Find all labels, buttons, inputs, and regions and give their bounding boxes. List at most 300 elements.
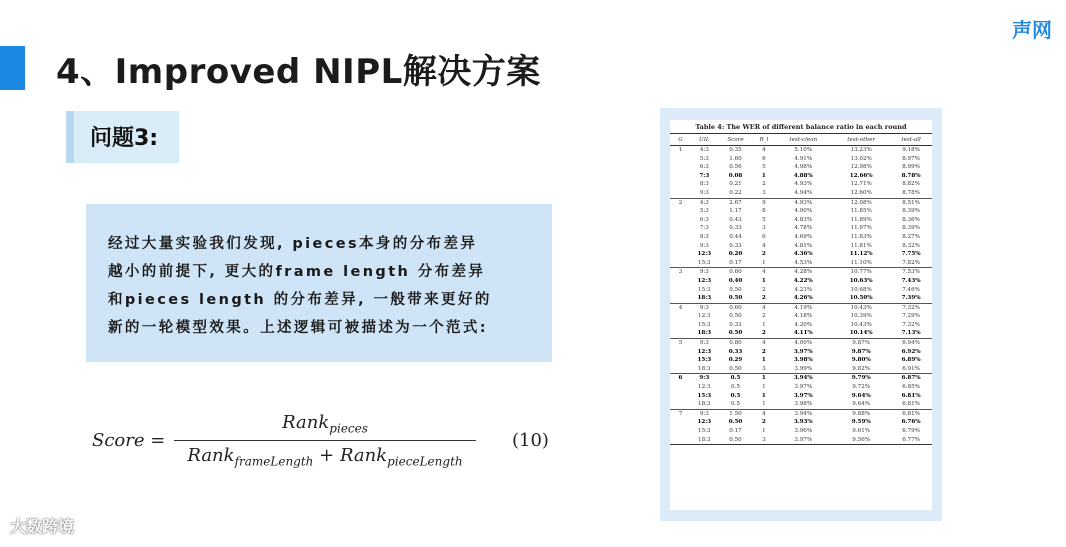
table-cell: 9 (753, 198, 774, 207)
denominator-subscript-2: pieceLength (387, 454, 463, 469)
table-row (670, 400, 932, 409)
table-cell: 12.66% (849, 172, 873, 179)
table-row (670, 207, 932, 216)
table-cell: 2 (762, 286, 766, 293)
table-cell (670, 392, 691, 401)
table-cell: 4 (762, 147, 766, 153)
table-cell: 6.77% (890, 436, 932, 445)
table-cell: 3 (762, 189, 766, 196)
table-cell: 7.13% (901, 330, 921, 337)
description-line: 新的一轮模型效果。上述逻辑可被描述为一个范式: (108, 320, 488, 336)
table-cell: 7.43% (901, 277, 921, 284)
table-row (670, 383, 932, 392)
table-cell: 0.50 (728, 419, 743, 426)
table-cell: 9.59% (851, 419, 871, 426)
table-cell: 0.50 (718, 436, 754, 445)
table-cell: 6.85% (902, 384, 920, 391)
table-cell: 1 (761, 392, 766, 399)
col-header: R_l (753, 134, 774, 146)
table-cell (670, 348, 691, 357)
table-cell: 0.17 (729, 259, 742, 266)
table-cell: 1 (762, 259, 766, 266)
table-cell: 9.61% (852, 428, 871, 434)
table-row (670, 216, 932, 225)
table-cell: 8 (762, 208, 766, 215)
table-cell: 4.81% (794, 242, 813, 249)
table-cell: 2 (761, 251, 766, 258)
table-cell: 1 (762, 384, 766, 391)
table-cell (670, 321, 691, 330)
table-cell: 2.67 (718, 198, 754, 207)
table-cell: 0.22 (729, 189, 742, 196)
table-cell (670, 356, 691, 365)
table-cell: 1 (678, 147, 683, 153)
table-cell: 10.68% (850, 286, 872, 293)
table-cell: 4 (753, 303, 774, 312)
table-cell: 10.14% (849, 330, 873, 337)
wer-table-paper (670, 120, 932, 510)
table-cell: 6.81% (901, 392, 921, 399)
table-cell: 1 (761, 172, 766, 179)
table-cell: 3 (762, 225, 766, 232)
table-row (670, 427, 932, 436)
table-cell: 1 (762, 401, 766, 408)
table-cell: 4.98% (794, 164, 813, 171)
table-cell: 0.21 (729, 181, 742, 188)
table-cell: 8.78% (901, 172, 921, 179)
table-cell: 10.63% (849, 277, 873, 284)
table-cell: 9:3 (691, 374, 718, 383)
table-cell: 7.53% (890, 268, 932, 277)
table-cell: 2 (762, 313, 766, 320)
table-cell: 18:3 (698, 365, 711, 372)
formula-lhs: Score = (92, 430, 166, 451)
table-cell: 0.50 (729, 313, 742, 320)
table-cell: 6:3 (699, 164, 709, 171)
table-cell: 2 (761, 330, 766, 337)
table-cell: 1.50 (718, 409, 754, 418)
table-cell: 9.56% (832, 436, 890, 445)
table-cell: 4.88% (793, 172, 813, 179)
description-box (86, 204, 552, 362)
table-cell (670, 180, 691, 189)
table-cell (670, 400, 691, 409)
table-cell: 5:3 (699, 155, 709, 162)
table-cell: 7:3 (699, 225, 709, 232)
wer-table-frame (660, 108, 942, 521)
table-cell: 8.99% (902, 164, 920, 171)
table-cell: 9.88% (832, 409, 890, 418)
formula-numerator (174, 410, 476, 436)
table-cell (670, 233, 691, 242)
table-cell: 15:3 (697, 392, 712, 399)
table-cell: 4.26% (793, 295, 813, 302)
table-cell: 6.87% (890, 374, 932, 383)
table-cell: 18:3 (697, 330, 712, 337)
table-cell: 4:3 (699, 147, 709, 153)
col-header: G (670, 134, 691, 146)
table-cell: 7:3 (699, 172, 710, 179)
table-cell: 4 (753, 339, 774, 348)
table-cell: 5:3 (699, 208, 709, 215)
table-cell: 0.50 (729, 286, 742, 293)
table-cell: 0.35 (729, 147, 742, 153)
description-line: 经过大量实验我们发现, pieces本身的分布差异 (108, 236, 478, 252)
table-cell: 3.97% (793, 348, 813, 355)
table-cell: 2 (761, 348, 766, 355)
table-cell (670, 286, 691, 295)
slide-title: 4、Improved NIPL解决方案 (56, 52, 541, 92)
table-row (670, 374, 932, 383)
table-cell: 9:3 (691, 339, 718, 348)
formula-fraction (174, 410, 476, 469)
table-cell: 4.36% (793, 251, 813, 258)
table-cell: 2 (761, 295, 766, 302)
table-row (670, 294, 932, 303)
table-cell: 4.11% (793, 330, 813, 337)
table-cell: 3 (753, 436, 774, 445)
denominator-subscript-1: frameLength (234, 454, 314, 469)
table-cell: 3.98% (793, 357, 813, 364)
table-cell: 9.64% (852, 401, 871, 408)
table-cell: 6 (670, 374, 691, 383)
table-cell: 15:3 (697, 357, 712, 364)
question-label-box (66, 111, 179, 163)
table-cell: 4 (753, 268, 774, 277)
table-cell (670, 277, 691, 286)
table-cell: 1 (761, 357, 766, 364)
table-cell: 8.32% (902, 242, 920, 249)
table-cell: 18:3 (691, 436, 718, 445)
table-cell: 0.33 (728, 348, 743, 355)
table-body (670, 146, 932, 445)
table-cell: 3.94% (774, 374, 832, 383)
table-cell: 1 (753, 374, 774, 383)
table-cell: 11.12% (849, 251, 873, 258)
table-cell: 1.17 (729, 208, 742, 215)
plus-sign: + (313, 445, 340, 466)
table-cell: 5 (670, 339, 691, 348)
description-line: 越小的前提下, 更大的frame length 分布差异 (108, 264, 486, 280)
table-cell: 12.60% (850, 189, 872, 196)
table-cell: 3.97% (793, 392, 813, 399)
table-row (670, 339, 932, 348)
col-header: Score (718, 134, 754, 146)
denominator-rank-1: Rank (187, 445, 235, 466)
table-cell: 9:3 (691, 268, 718, 277)
table-cell: 12:3 (697, 251, 712, 258)
table-row (670, 329, 932, 338)
table-cell: 7.39% (901, 295, 921, 302)
question-label: 问题3: (90, 126, 159, 151)
table-cell: 2 (670, 198, 691, 207)
table-cell: 4.69% (794, 233, 813, 240)
table-cell: 6.92% (901, 348, 921, 355)
table-cell: 4.93% (774, 198, 832, 207)
table-row (670, 155, 932, 164)
col-header: test-all (890, 134, 932, 146)
table-cell: 2 (762, 181, 766, 188)
table-cell: 1 (761, 277, 766, 284)
table-cell: 9.80% (851, 357, 871, 364)
table-cell: 3 (670, 268, 691, 277)
table-cell: 0.5 (718, 374, 754, 383)
table-cell: 7.32% (902, 321, 920, 328)
table-cell: 9.87% (851, 348, 871, 355)
table-row (670, 172, 932, 181)
table-cell: 8.97% (902, 155, 920, 162)
table-cell: 9:3 (691, 409, 718, 418)
table-cell: 4.28% (774, 268, 832, 277)
table-cell: 9:3 (699, 242, 709, 249)
numerator-subscript: pieces (329, 421, 368, 436)
table-row (670, 436, 932, 445)
table-cell: 9.87% (832, 339, 890, 348)
table-cell: 0.40 (728, 277, 743, 284)
table-cell: 0.60 (718, 268, 754, 277)
watermark: 大数跨境 (10, 517, 75, 536)
table-cell: 12:3 (697, 277, 712, 284)
table-cell: 0.5 (731, 401, 740, 408)
table-cell: 0.33 (729, 321, 742, 328)
table-cell: 0.50 (729, 365, 742, 372)
table-cell: 4.83% (794, 216, 813, 223)
title-accent-bar (0, 46, 25, 90)
table-cell: 5 (762, 164, 766, 171)
table-cell: 0.50 (728, 295, 743, 302)
table-cell: 4.00% (774, 339, 832, 348)
table-cell: 1.60 (729, 155, 742, 162)
table-cell: 9.18% (902, 147, 920, 153)
table-cell: 9.79% (832, 374, 890, 383)
table-cell (670, 216, 691, 225)
table-cell: 10.77% (832, 268, 890, 277)
table-cell: 6:3 (699, 216, 709, 223)
table-row (670, 348, 932, 357)
table-row (670, 224, 932, 233)
table-cell (670, 329, 691, 338)
table-cell: 4 (762, 242, 766, 249)
table-row (670, 365, 932, 374)
wer-table (670, 133, 932, 445)
table-cell: 9.72% (852, 384, 871, 391)
table-cell: 4.90% (794, 208, 813, 215)
table-cell: 6.81% (890, 409, 932, 418)
table-header-row (670, 134, 932, 146)
table-cell: 0.56 (729, 164, 742, 171)
table-row (670, 180, 932, 189)
table-cell (670, 418, 691, 427)
table-row (670, 189, 932, 198)
table-cell: 4 (670, 303, 691, 312)
table-row (670, 356, 932, 365)
table-cell: 3.97% (774, 436, 832, 445)
table-cell: 0.44 (729, 233, 742, 240)
table-row (670, 277, 932, 286)
table-cell: 2 (761, 419, 766, 426)
table-cell: 7.75% (901, 251, 921, 258)
table-cell: 4.20% (794, 321, 813, 328)
table-cell: 0.5 (731, 384, 740, 391)
table-cell: 9:3 (699, 189, 709, 196)
table-cell: 4 (753, 409, 774, 418)
table-cell: 3 (762, 365, 766, 372)
table-cell (670, 207, 691, 216)
table-cell (670, 312, 691, 321)
numerator-rank: Rank (282, 412, 330, 433)
table-row (670, 418, 932, 427)
table-cell (670, 172, 691, 181)
col-header: UIL (691, 134, 718, 146)
table-cell: 9:3 (691, 303, 718, 312)
fraction-bar (174, 440, 476, 441)
col-header: test-other (832, 134, 890, 146)
table-cell: 6.89% (901, 357, 921, 364)
table-cell: 12:3 (697, 419, 712, 426)
table-cell: 8.27% (902, 233, 920, 240)
table-row (670, 233, 932, 242)
table-cell: 4.19% (774, 303, 832, 312)
table-cell: 7.46% (902, 286, 920, 293)
table-cell: 1 (762, 428, 766, 434)
table-cell: 8.82% (902, 181, 920, 188)
table-cell: 4:3 (691, 198, 718, 207)
col-header: test-clean (774, 134, 832, 146)
table-cell: 11.85% (850, 208, 872, 215)
table-cell: 7.32% (890, 303, 932, 312)
table-row (670, 146, 932, 155)
table-cell: 8.78% (902, 189, 920, 196)
table-cell: 4.22% (793, 277, 813, 284)
table-row (670, 312, 932, 321)
table-cell (670, 163, 691, 172)
table-cell: 10.43% (832, 303, 890, 312)
table-row (670, 198, 932, 207)
table-cell: 3.94% (774, 409, 832, 418)
table-cell: 18:3 (698, 401, 711, 408)
table-cell: 6.79% (902, 428, 920, 434)
table-cell: 4.91% (794, 155, 813, 162)
table-cell: 0.80 (718, 339, 754, 348)
table-row (670, 286, 932, 295)
table-cell: 3.98% (794, 401, 813, 408)
table-cell: 4.94% (794, 189, 813, 196)
table-row (670, 321, 932, 330)
table-cell: 4.18% (794, 313, 813, 320)
table-cell (670, 427, 691, 436)
table-cell: 7 (670, 409, 691, 418)
table-cell: 9.82% (852, 365, 871, 372)
table-cell: 0.33 (729, 225, 742, 232)
table-cell: 7.82% (902, 259, 920, 266)
table-cell (670, 259, 691, 268)
table-cell: 12:3 (698, 313, 711, 320)
table-cell: 11.89% (850, 216, 872, 223)
table-cell (670, 436, 691, 445)
table-cell: 15:3 (698, 286, 711, 293)
table-caption: Table 4: The WER of different balance ratio in each round (695, 123, 907, 131)
table-cell: 5 (762, 216, 766, 223)
table-cell (670, 250, 691, 259)
table-cell: 3.96% (794, 428, 813, 434)
table-cell: 9.64% (851, 392, 871, 399)
table-row (670, 268, 932, 277)
table-cell (670, 383, 691, 392)
table-cell: 4.93% (794, 181, 813, 188)
table-cell: 12.98% (850, 164, 872, 171)
description-line: 和pieces length 的分布差异, 一般带来更好的 (108, 292, 492, 308)
table-row (670, 242, 932, 251)
table-cell: 8.39% (902, 208, 920, 215)
table-cell (670, 294, 691, 303)
formula-denominator (174, 445, 476, 469)
table-cell: 10.43% (850, 321, 872, 328)
table-row (670, 250, 932, 259)
table-cell: 12:3 (698, 384, 711, 391)
table-cell: 12.71% (850, 181, 872, 188)
table-cell: 7.29% (902, 313, 920, 320)
table-cell: 12.08% (832, 198, 890, 207)
table-cell: 11.97% (850, 225, 872, 232)
table-row (670, 392, 932, 401)
table-cell (670, 242, 691, 251)
table-cell: 0.33 (729, 242, 742, 249)
table-cell: 0.43 (729, 216, 742, 223)
table-cell: 0.29 (728, 357, 743, 364)
table-cell: 0.60 (718, 303, 754, 312)
table-cell: 6.76% (901, 419, 921, 426)
table-cell: 3.99% (794, 365, 813, 372)
table-cell: 15:3 (698, 428, 711, 434)
table-cell: 6.91% (902, 365, 920, 372)
table-cell: 0.08 (728, 172, 743, 179)
equation-number: (10) (512, 430, 549, 451)
table-cell (670, 365, 691, 374)
table-cell: 11.10% (850, 259, 872, 266)
table-cell (670, 155, 691, 164)
table-cell: 1 (762, 321, 766, 328)
table-row (670, 409, 932, 418)
table-cell: 4.78% (794, 225, 813, 232)
table-cell (670, 224, 691, 233)
table-cell: 6 (762, 233, 766, 240)
table-row (670, 303, 932, 312)
table-cell: 8.36% (902, 216, 920, 223)
table-cell: 15:3 (698, 259, 711, 266)
table-cell: 13.23% (850, 147, 872, 153)
table-cell: 0.20 (728, 251, 743, 258)
table-cell: 5.10% (794, 147, 813, 153)
table-cell: 13.02% (850, 155, 872, 162)
brand-logo: 声网 (1012, 18, 1052, 42)
table-row (670, 163, 932, 172)
table-cell: 10.50% (849, 295, 873, 302)
table-cell: 0.5 (730, 392, 741, 399)
table-cell: 8:3 (699, 181, 709, 188)
table-cell: 8:3 (699, 233, 709, 240)
table-cell: 8.39% (902, 225, 920, 232)
table-row (670, 259, 932, 268)
table-cell: 3.93% (793, 419, 813, 426)
table-cell: 8.51% (890, 198, 932, 207)
table-cell: 11.83% (850, 233, 872, 240)
table-cell: 0.50 (728, 330, 743, 337)
denominator-rank-2: Rank (339, 445, 388, 466)
table-cell: 0.17 (729, 428, 742, 434)
table-cell: 15:3 (698, 321, 711, 328)
table-cell: 10.39% (850, 313, 872, 320)
table-cell: 6 (762, 155, 766, 162)
